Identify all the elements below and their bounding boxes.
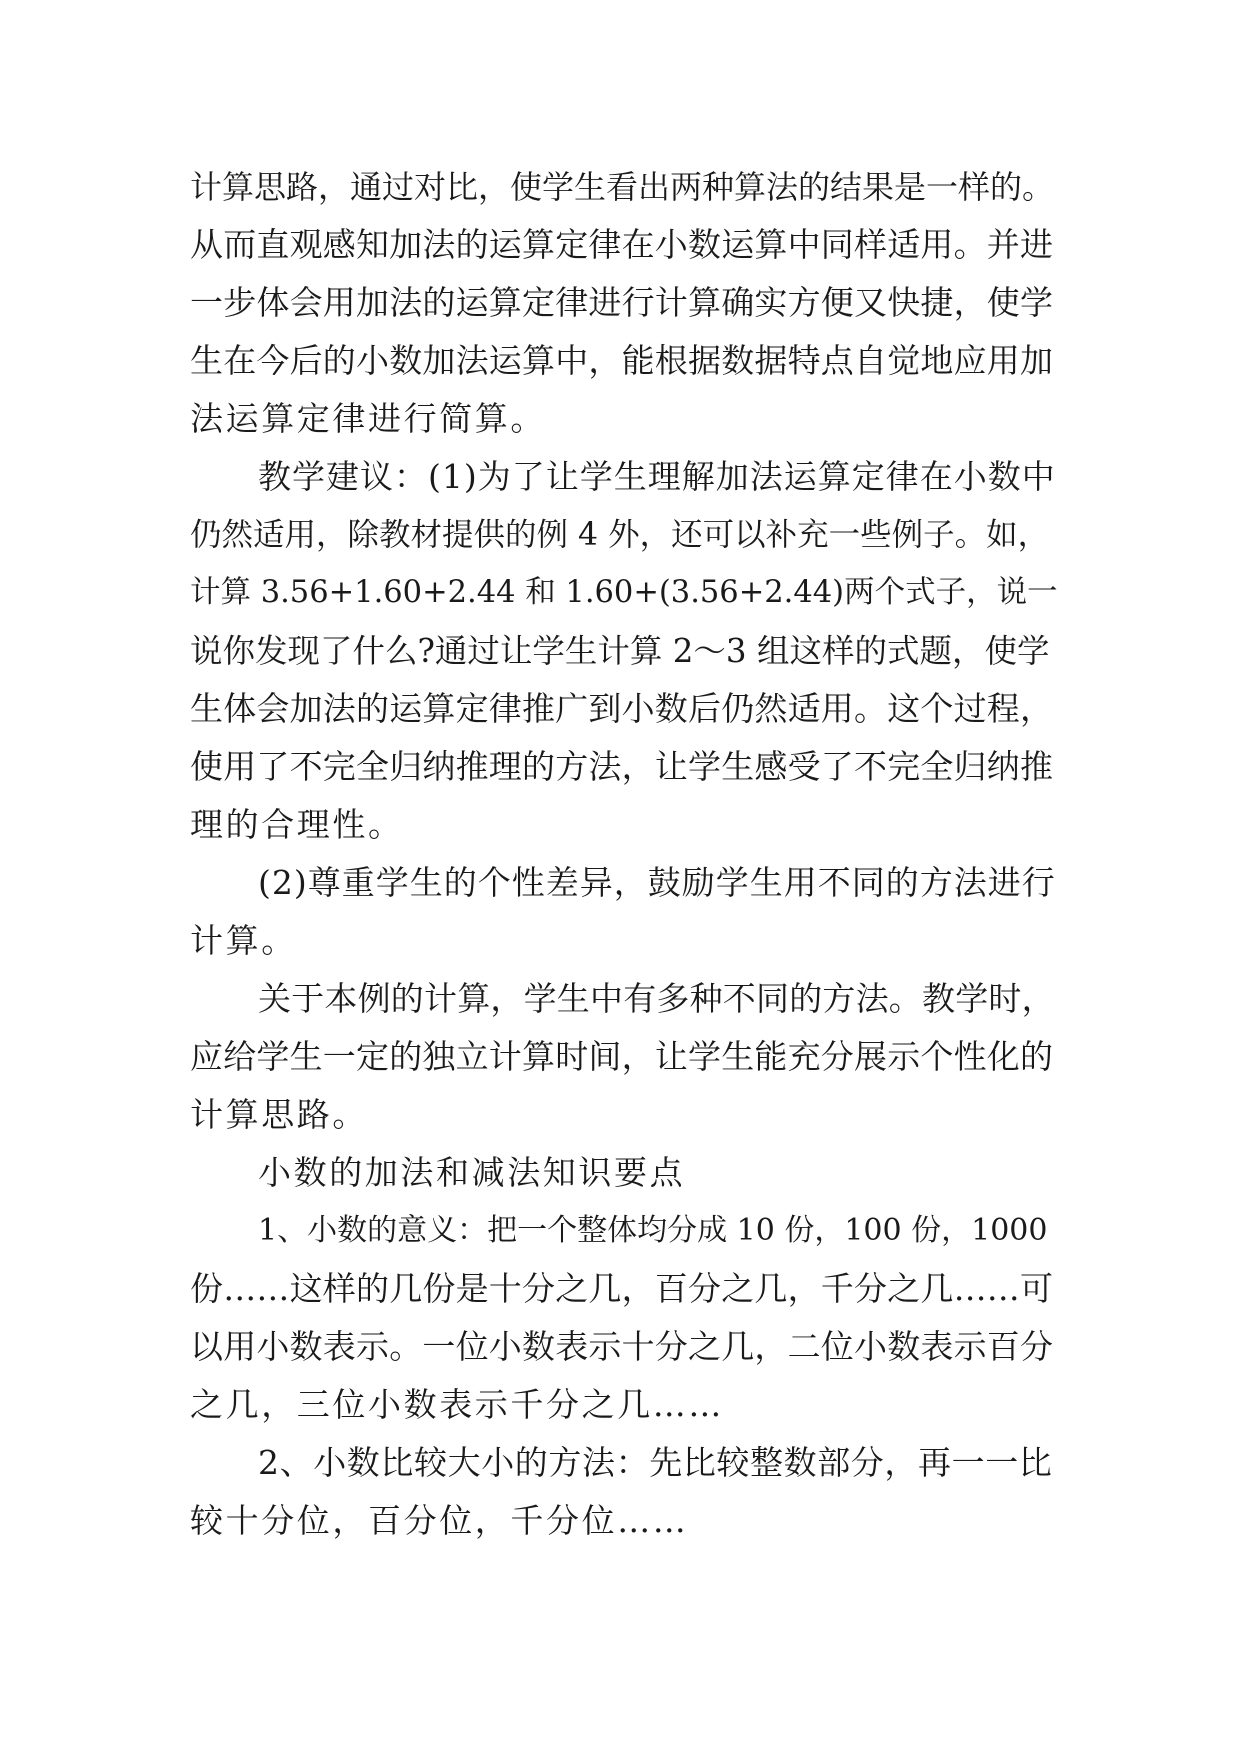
text-line: 生在今后的小数加法运算中，能根据数据特点自觉地应用加 xyxy=(190,341,1054,380)
text-line: 较十分位，百分位，千分位…… xyxy=(190,1501,689,1540)
paragraph-start-line: 2、小数比较大小的方法：先比较整数部分，再一一比 xyxy=(258,1443,1053,1482)
text-line: 之几，三位小数表示千分之几…… xyxy=(190,1385,724,1424)
paragraph-start-line: 关于本例的计算，学生中有多种不同的方法。教学时， xyxy=(258,979,1055,1018)
document-body xyxy=(190,158,1060,1550)
text-line: 以用小数表示。一位小数表示十分之几，二位小数表示百分 xyxy=(190,1327,1054,1366)
section-heading: 小数的加法和减法知识要点 xyxy=(258,1153,686,1192)
text-line: 应给学生一定的独立计算时间，让学生能充分展示个性化的 xyxy=(190,1037,1054,1076)
text-line: 份……这样的几份是十分之几，百分之几，千分之几……可 xyxy=(190,1269,1054,1308)
text-line: 从而直观感知加法的运算定律在小数运算中同样适用。并进 xyxy=(190,225,1054,264)
paragraph-start-line: (2)尊重学生的个性差异，鼓励学生用不同的方法进行 xyxy=(258,863,1056,902)
paragraph-start-line: 教学建议：(1)为了让学生理解加法运算定律在小数中 xyxy=(258,457,1056,496)
text-line: 计算思路，通过对比，使学生看出两种算法的结果是一样的。 xyxy=(190,168,1055,206)
text-line: 使用了不完全归纳推理的方法，让学生感受了不完全归纳推 xyxy=(190,747,1054,786)
text-line: 计算。 xyxy=(190,921,297,960)
text-line: 生体会加法的运算定律推广到小数后仍然适用。这个过程， xyxy=(190,689,1054,728)
text-line: 法运算定律进行简算。 xyxy=(190,399,546,438)
text-line: 仍然适用，除教材提供的例 4 外，还可以补充一些例子。如， xyxy=(190,517,1050,553)
text-line: 理的合理性。 xyxy=(190,805,404,844)
paragraph-start-line: 1、小数的意义：把一个整体均分成 10 份，100 份，1000 xyxy=(258,1213,1048,1248)
text-line: 计算思路。 xyxy=(190,1095,368,1134)
text-line: 一步体会用加法的运算定律进行计算确实方便又快捷，使学 xyxy=(190,283,1054,322)
text-line: 计算 3.56+1.60+2.44 和 1.60+(3.56+2.44)两个式子，说一 xyxy=(190,575,1058,610)
text-line: 说你发现了什么?通过让学生计算 2～3 组这样的式题，使学 xyxy=(190,632,1050,670)
